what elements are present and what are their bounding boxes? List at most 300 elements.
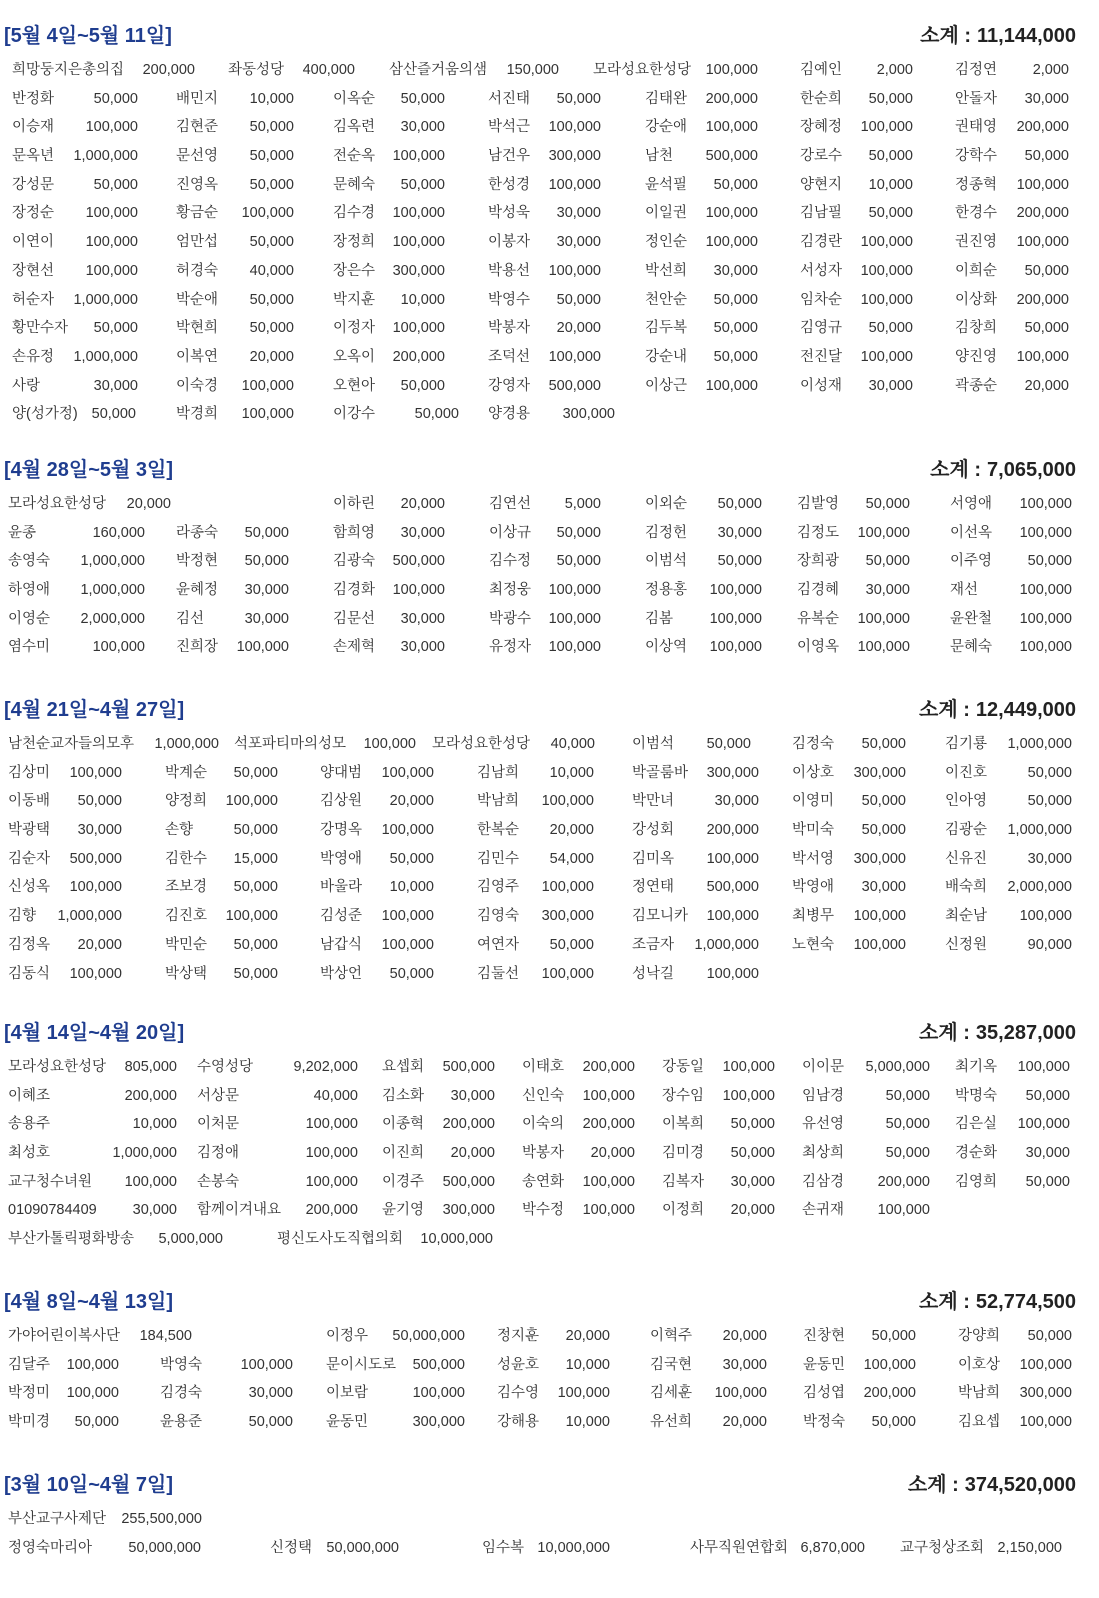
- donor-name: 조보경: [165, 879, 208, 896]
- donor-name: 사랑: [12, 377, 41, 394]
- donor-name: 문선영: [176, 148, 219, 165]
- donor-name: 김미경: [662, 1145, 705, 1162]
- donor-entry: [489, 490, 601, 519]
- donation-amount: 255,500,000: [121, 1511, 202, 1527]
- donor-entry: [792, 845, 906, 874]
- donor-name: 김세훈: [650, 1385, 693, 1402]
- donor-entry: [650, 1322, 767, 1351]
- section-header: [0, 1470, 1076, 1500]
- donation-amount: 50,000: [244, 524, 289, 541]
- donation-amount: 500,000: [69, 850, 122, 867]
- donor-row: [0, 257, 1076, 286]
- donor-entry: [800, 199, 913, 228]
- donor-row: [0, 547, 1076, 576]
- donor-name: 정영숙마리아: [8, 1539, 93, 1556]
- donor-name: 김달주: [8, 1356, 51, 1373]
- donor-name: 윤기영: [382, 1202, 425, 1219]
- donor-name: 허경숙: [176, 262, 219, 279]
- donor-entry: [945, 902, 1072, 931]
- donor-name: 교구청수녀원: [8, 1173, 93, 1190]
- donor-name: 박용선: [488, 262, 531, 279]
- donor-name: 박남희: [477, 793, 520, 810]
- donor-entry: [228, 56, 355, 85]
- donor-entry: [8, 1322, 192, 1351]
- donor-entry: [12, 56, 195, 85]
- donor-name: 전진달: [800, 348, 843, 365]
- donor-entry: [8, 787, 122, 816]
- donor-entry: [690, 1534, 865, 1563]
- donation-amount: 100,000: [1019, 908, 1072, 925]
- donor-name: 신정택: [270, 1539, 313, 1556]
- donor-entry: [176, 257, 294, 286]
- donor-name: 박상언: [320, 965, 363, 982]
- donor-entry: [176, 228, 294, 257]
- donor-entry: [488, 314, 601, 343]
- donation-amount: 300,000: [442, 1202, 495, 1219]
- donor-name: 김상원: [320, 793, 363, 810]
- donor-row: [0, 400, 1076, 429]
- donation-amount: 200,000: [582, 1059, 635, 1075]
- donation-amount: 2,150,000: [997, 1539, 1062, 1556]
- donor-name: 진영옥: [176, 176, 219, 193]
- donation-amount: 1,000,000: [1007, 736, 1072, 752]
- donation-amount: 400,000: [302, 62, 355, 78]
- donation-amount: 1,000,000: [80, 582, 145, 599]
- donor-entry: [645, 171, 758, 200]
- donor-name: 박상택: [165, 965, 208, 982]
- donor-entry: [165, 787, 278, 816]
- donor-entry: [477, 845, 594, 874]
- donation-amount: 200,000: [305, 1202, 358, 1219]
- donor-entry: [797, 605, 910, 634]
- donation-amount: 50,000: [861, 822, 906, 839]
- donor-entry: [176, 372, 294, 401]
- donor-name: 이상호: [792, 764, 835, 781]
- donor-row: [0, 816, 1076, 845]
- donor-name: 이처문: [197, 1116, 240, 1133]
- donation-amount: 50,000: [713, 176, 758, 193]
- donation-amount: 30,000: [1025, 1145, 1070, 1162]
- donor-entry: [645, 633, 762, 662]
- donation-amount: 100,000: [1017, 1116, 1070, 1133]
- donor-name: 이옥순: [333, 90, 376, 107]
- donor-entry: [382, 1196, 495, 1225]
- donor-name: 오현아: [333, 377, 376, 394]
- donor-name: 임남경: [802, 1087, 845, 1104]
- donor-entry: [8, 1196, 177, 1225]
- donor-entry: [645, 85, 758, 114]
- donor-name: 윤동민: [326, 1414, 369, 1431]
- donor-entry: [645, 519, 762, 548]
- donor-name: 김정숙: [792, 736, 835, 752]
- donor-entry: [8, 519, 145, 548]
- donation-amount: 100,000: [860, 262, 913, 279]
- donor-entry: [489, 519, 601, 548]
- donor-entry: [632, 787, 759, 816]
- donor-entry: [197, 1110, 358, 1139]
- donor-name: 곽종순: [955, 377, 998, 394]
- donor-entry: [333, 257, 445, 286]
- donor-entry: [955, 1082, 1070, 1111]
- donor-row: [0, 845, 1076, 874]
- donor-name: 박미경: [8, 1414, 51, 1431]
- donor-entry: [234, 730, 416, 759]
- donor-entry: [477, 787, 594, 816]
- donor-name: 최성호: [8, 1145, 51, 1162]
- donor-name: 재선: [950, 582, 979, 599]
- donor-name: 박지훈: [333, 291, 376, 308]
- donor-entry: [333, 547, 445, 576]
- donor-name: 박영숙: [160, 1356, 203, 1373]
- donor-name: 라종숙: [176, 524, 219, 541]
- donor-name: 김성준: [320, 908, 363, 925]
- donor-name: 이희순: [955, 262, 998, 279]
- donor-name: 모라성요한성당: [8, 1059, 107, 1075]
- donor-name: 송연화: [522, 1173, 565, 1190]
- donation-amount: 50,000,000: [326, 1539, 399, 1556]
- donor-name: 한복순: [477, 822, 520, 839]
- donor-entry: [497, 1408, 610, 1437]
- donor-name: 박성욱: [488, 205, 531, 222]
- donor-entry: [645, 372, 758, 401]
- donor-name: 모라성요한성당: [593, 62, 692, 78]
- donation-amount: 50,000: [885, 1116, 930, 1133]
- donor-name: 장수임: [662, 1087, 705, 1104]
- donor-entry: [958, 1322, 1072, 1351]
- donor-entry: [950, 490, 1072, 519]
- donor-name: 박민순: [165, 936, 208, 953]
- donation-amount: 50,000,000: [392, 1328, 465, 1344]
- donor-entry: [797, 490, 910, 519]
- donor-entry: [803, 1322, 916, 1351]
- donor-name: 김국현: [650, 1356, 693, 1373]
- donation-amount: 30,000: [730, 1173, 775, 1190]
- donor-entry: [382, 1053, 495, 1082]
- donor-entry: [482, 1534, 610, 1563]
- donor-entry: [645, 113, 758, 142]
- donor-entry: [333, 85, 445, 114]
- donation-amount: 30,000: [868, 377, 913, 394]
- period-label: [3월 10일~4월 7일]: [4, 1474, 174, 1496]
- donor-name: 배숙희: [945, 879, 988, 896]
- donor-entry: [12, 400, 136, 429]
- donor-entry: [477, 960, 594, 989]
- donation-amount: 50,000: [717, 553, 762, 570]
- donation-amount: 200,000: [705, 90, 758, 107]
- donor-entry: [8, 730, 219, 759]
- donation-amount: 50,000: [556, 291, 601, 308]
- donor-entry: [326, 1351, 465, 1380]
- donor-name: 한성경: [488, 176, 531, 193]
- donor-row: [0, 372, 1076, 401]
- donor-entry: [802, 1196, 930, 1225]
- donation-amount: 50,000: [249, 176, 294, 193]
- donor-entry: [488, 228, 601, 257]
- donor-entry: [645, 142, 758, 171]
- donor-entry: [955, 1168, 1070, 1197]
- donation-amount: 50,000: [233, 936, 278, 953]
- donation-amount: 20,000: [450, 1145, 495, 1162]
- donation-amount: 30,000: [450, 1087, 495, 1104]
- donation-amount: 30,000: [722, 1356, 767, 1373]
- donor-entry: [955, 343, 1069, 372]
- donor-entry: [333, 519, 445, 548]
- donor-entry: [8, 845, 122, 874]
- donor-row: [0, 56, 1076, 85]
- donation-amount: 20,000: [549, 822, 594, 839]
- donor-name: 김광숙: [333, 553, 376, 570]
- donation-amount: 100,000: [548, 176, 601, 193]
- donation-amount: 10,000: [868, 176, 913, 193]
- donor-entry: [792, 787, 906, 816]
- donor-entry: [8, 1225, 223, 1254]
- donor-entry: [522, 1110, 635, 1139]
- donor-name: 김영주: [477, 879, 520, 896]
- subtotal-label: 소계 :: [919, 1022, 970, 1044]
- donor-name: 장정순: [12, 205, 55, 222]
- donation-amount: 100,000: [709, 582, 762, 599]
- donor-name: 바울라: [320, 879, 363, 896]
- donation-amount: 50,000: [885, 1087, 930, 1104]
- donation-amount: 300,000: [548, 148, 601, 165]
- donation-amount: 30,000: [714, 793, 759, 810]
- donor-name: 김두복: [645, 320, 688, 337]
- donor-entry: [12, 257, 138, 286]
- donor-row: [0, 605, 1076, 634]
- donor-name: 양정희: [165, 793, 208, 810]
- donation-amount: 20,000: [590, 1145, 635, 1162]
- donor-name: 남천: [645, 148, 674, 165]
- donor-name: 이상역: [645, 639, 688, 656]
- donor-name: 강성회: [632, 822, 675, 839]
- donor-row: [0, 1322, 1076, 1351]
- donor-name: 유정자: [489, 639, 532, 656]
- donor-name: 박봉자: [522, 1145, 565, 1162]
- donation-amount: 50,000: [1024, 320, 1069, 337]
- donation-amount: 50,000: [556, 553, 601, 570]
- donation-amount: 100,000: [548, 582, 601, 599]
- donor-entry: [165, 845, 278, 874]
- donation-amount: 20,000: [1024, 377, 1069, 394]
- donation-amount: 100,000: [392, 148, 445, 165]
- donor-row: [0, 1082, 1076, 1111]
- donation-amount: 100,000: [85, 205, 138, 222]
- donor-entry: [277, 1225, 493, 1254]
- donation-amount: 100,000: [860, 291, 913, 308]
- donor-name: 김복자: [662, 1173, 705, 1190]
- donor-name: 이범석: [632, 736, 675, 752]
- donation-amount: 200,000: [142, 62, 195, 78]
- donor-row: [0, 314, 1076, 343]
- donor-name: 김요셉: [958, 1414, 1001, 1431]
- donor-name: 송영숙: [8, 553, 51, 570]
- donation-amount: 100,000: [860, 234, 913, 251]
- donation-amount: 100,000: [1019, 582, 1072, 599]
- donor-row: [0, 1408, 1076, 1437]
- donor-name: 박선희: [645, 262, 688, 279]
- donor-entry: [950, 547, 1072, 576]
- donor-entry: [320, 960, 434, 989]
- donor-entry: [632, 816, 759, 845]
- donor-name: 권진영: [955, 234, 998, 251]
- donor-name: 김삼경: [802, 1173, 845, 1190]
- donor-entry: [632, 873, 759, 902]
- donation-amount: 1,000,000: [73, 348, 138, 365]
- donor-name: 여연자: [477, 936, 520, 953]
- donation-amount: 9,202,000: [293, 1059, 358, 1075]
- donor-entry: [176, 314, 294, 343]
- donation-amount: 50,000: [233, 764, 278, 781]
- donation-amount: 10,000,000: [420, 1231, 493, 1248]
- donor-name: 박석근: [488, 119, 531, 136]
- donation-amount: 50,000: [717, 496, 762, 512]
- donor-entry: [8, 873, 122, 902]
- donor-name: 유선희: [650, 1414, 693, 1431]
- donor-entry: [8, 1351, 119, 1380]
- donation-amount: 50,000: [91, 406, 136, 423]
- donor-rows: [0, 1053, 1076, 1254]
- donation-amount: 300,000: [541, 908, 594, 925]
- donation-amount: 50,000: [1024, 262, 1069, 279]
- donation-amount: 50,000: [868, 90, 913, 107]
- donation-amount: 40,000: [249, 262, 294, 279]
- donor-entry: [945, 931, 1072, 960]
- donation-amount: 50,000: [861, 736, 906, 752]
- donor-name: 박골룸바: [632, 764, 689, 781]
- donor-entry: [802, 1168, 930, 1197]
- donation-amount: 50,000,000: [128, 1539, 201, 1556]
- donation-amount: 100,000: [69, 764, 122, 781]
- donation-amount: 50,000: [885, 1145, 930, 1162]
- donation-amount: 50,000: [871, 1414, 916, 1431]
- donation-amount: 30,000: [77, 822, 122, 839]
- donor-name: 김모니카: [632, 908, 689, 925]
- donor-name: 이진호: [945, 764, 988, 781]
- donation-amount: 200,000: [582, 1116, 635, 1133]
- donor-name: 박정숙: [803, 1414, 846, 1431]
- donor-entry: [950, 519, 1072, 548]
- donation-amount: 5,000: [564, 496, 601, 512]
- donation-amount: 20,000: [565, 1328, 610, 1344]
- donor-row: [0, 787, 1076, 816]
- donor-entry: [333, 286, 445, 315]
- donor-entry: [333, 490, 445, 519]
- donation-amount: 20,000: [730, 1202, 775, 1219]
- subtotal: [919, 1018, 1076, 1048]
- donation-amount: 1,000,000: [112, 1145, 177, 1162]
- donation-amount: 50,000: [1024, 148, 1069, 165]
- donor-entry: [632, 902, 759, 931]
- period-label: [4월 21일~4월 27일]: [4, 699, 185, 721]
- donor-name: 모라성요한성당: [8, 496, 107, 512]
- subtotal-amount: 12,449,000: [975, 699, 1076, 721]
- donor-name: 이이문: [802, 1059, 845, 1075]
- donation-amount: 20,000: [400, 496, 445, 512]
- donor-name: 유복순: [797, 610, 840, 627]
- donor-name: 김발영: [797, 496, 840, 512]
- subtotal-label: 소계 :: [919, 1291, 970, 1313]
- donor-name: 김창희: [955, 320, 998, 337]
- donor-entry: [8, 960, 122, 989]
- donation-amount: 100,000: [225, 793, 278, 810]
- donor-name: 김정연: [955, 62, 998, 78]
- donation-amount: 50,000: [389, 850, 434, 867]
- donor-name: 박봉자: [488, 320, 531, 337]
- donation-amount: 100,000: [853, 936, 906, 953]
- donor-entry: [802, 1082, 930, 1111]
- donor-name: 이상화: [955, 291, 998, 308]
- donor-entry: [12, 142, 138, 171]
- donor-entry: [477, 902, 594, 931]
- donor-entry: [803, 1351, 916, 1380]
- donor-name: 유선영: [802, 1116, 845, 1133]
- donor-entry: [382, 1139, 495, 1168]
- donor-entry: [650, 1379, 767, 1408]
- donor-entry: [8, 902, 122, 931]
- donor-name: 박광택: [8, 822, 51, 839]
- donor-name: 이보람: [326, 1385, 369, 1402]
- donation-amount: 100,000: [853, 908, 906, 925]
- donor-name: 양(성가정): [12, 406, 78, 423]
- donation-amount: 500,000: [442, 1059, 495, 1075]
- donation-amount: 100,000: [860, 348, 913, 365]
- donation-amount: 100,000: [240, 1356, 293, 1373]
- donor-entry: [632, 960, 759, 989]
- donation-amount: 50,000: [233, 879, 278, 896]
- donation-amount: 50,000: [93, 90, 138, 107]
- donor-entry: [800, 85, 913, 114]
- donor-name: 김둘선: [477, 965, 520, 982]
- donor-entry: [333, 113, 445, 142]
- donor-name: 이성재: [800, 377, 843, 394]
- subtotal: [930, 455, 1076, 485]
- donation-amount: 1,000,000: [80, 553, 145, 570]
- donor-entry: [955, 113, 1069, 142]
- donation-amount: 50,000: [249, 148, 294, 165]
- donor-name: 강명옥: [320, 822, 363, 839]
- donor-entry: [522, 1139, 635, 1168]
- donation-amount: 100,000: [1019, 610, 1072, 627]
- donor-name: 이정자: [333, 320, 376, 337]
- donor-name: 남천순교자들의모후: [8, 736, 135, 752]
- donation-amount: 100,000: [557, 1385, 610, 1402]
- donor-name: 정지훈: [497, 1328, 540, 1344]
- donor-name: 이연이: [12, 234, 55, 251]
- donor-name: 박영수: [488, 291, 531, 308]
- donation-amount: 10,000,000: [537, 1539, 610, 1556]
- donation-section: [0, 455, 1076, 662]
- donation-amount: 100,000: [548, 639, 601, 656]
- donor-entry: [333, 228, 445, 257]
- donation-amount: 50,000: [1027, 764, 1072, 781]
- donor-name: 이선옥: [950, 524, 993, 541]
- donation-amount: 100,000: [541, 879, 594, 896]
- donor-name: 박만녀: [632, 793, 675, 810]
- donor-name: 01090784409: [8, 1202, 97, 1219]
- donor-name: 부산가톨릭평화방송: [8, 1231, 135, 1248]
- donor-name: 김진호: [165, 908, 208, 925]
- donor-entry: [593, 56, 758, 85]
- donor-name: 김한수: [165, 850, 208, 867]
- donor-name: 윤동민: [803, 1356, 846, 1373]
- donor-name: 한순희: [800, 90, 843, 107]
- donor-entry: [165, 816, 278, 845]
- donor-name: 허순자: [12, 291, 55, 308]
- donor-entry: [645, 343, 758, 372]
- donation-amount: 500,000: [392, 553, 445, 570]
- donor-entry: [165, 873, 278, 902]
- donation-amount: 100,000: [69, 965, 122, 982]
